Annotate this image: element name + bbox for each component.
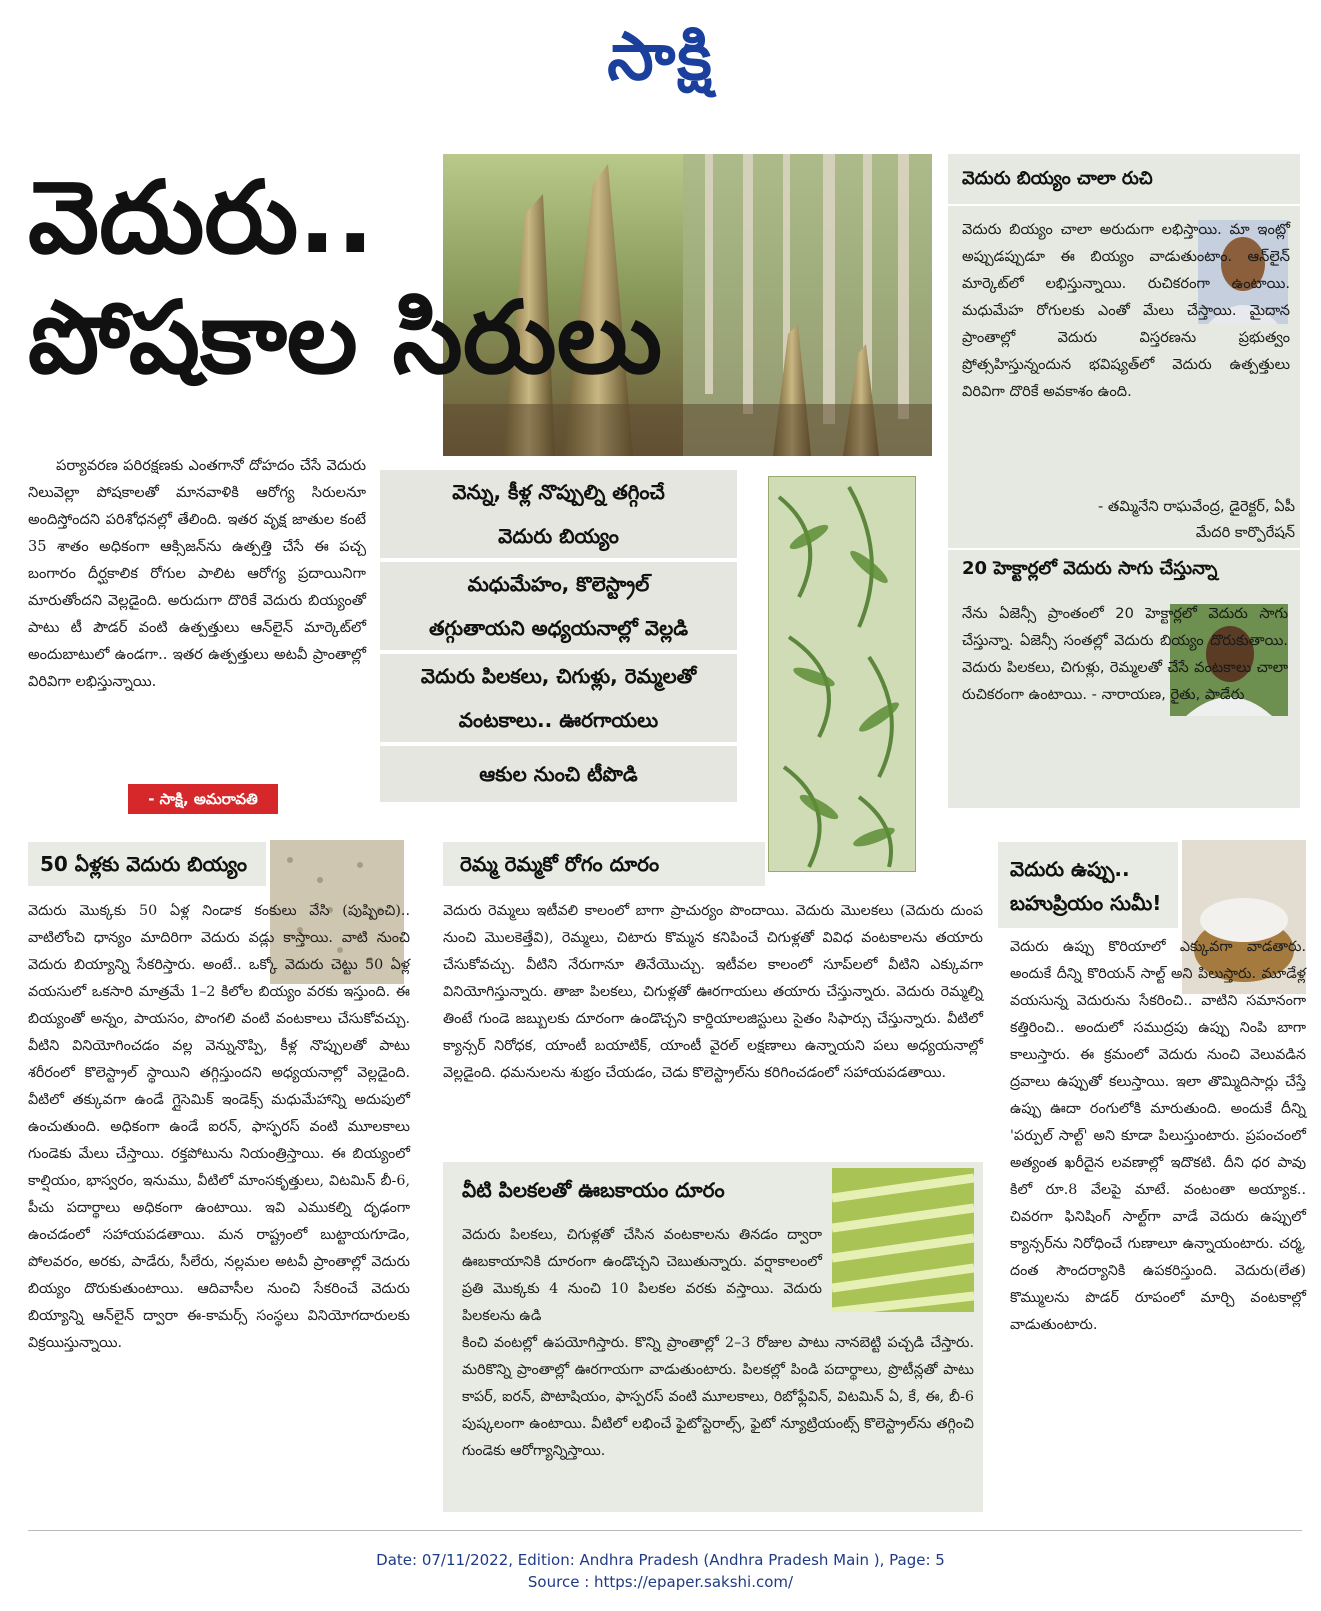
sidebar-box1-byline xyxy=(1010,494,1295,546)
highlight-4: తగ్గుతాయని అధ్యయనాల్లో వెల్లడి xyxy=(428,616,689,640)
masthead-logo xyxy=(0,18,1321,98)
byline-line-2: మేదరి కార్పొరేషన్ xyxy=(1195,524,1295,541)
obesity-section-text-1: వెదురు పిలకలు, చిగుళ్లతో చేసిన వంటకాలను తినడం ద్వారా ఊబకాయానికి దూరంగా ఉండొచ్చని చెబుతున్నారు. వర్షాకాలంలో ప్రతి మొక్కకు 4 నుంచి 10 పిలకల వరకు వస్తాయి. వెదురు పిలకలను ఉడి xyxy=(462,1227,822,1324)
salt-article xyxy=(1010,934,1306,1339)
rice-section-text: వెదురు మొక్కకు 50 ఏళ్ల నిండాక కంకులు వేసి (పుష్పించి).. వాటిలోంచి ధాన్యం మాదిరిగా వెదురు వడ్లు కాస్తాయి. వాటి నుంచి వెదురు బియ్యాన్ని సేకరిస్తారు. అంటే.. ఒక్కో వెదురు చెట్టు 50 ఏళ్ల వయసులో ఒకసారి మాత్రమే 1–2 కిలోల బియ్యం వరకు ఇస్తుంది. ఈ బియ్యంతో అన్నం, పాయసం, పొంగలి వంటి వంటకాలు చేసుకోవచ్చు. వీటిని వినియోగించడం వల్ల వెన్నునొప్పి, కీళ్ల నొప్పులతో పాటు శరీరంలో కొలెస్ట్రాల్ స్థాయిని తగ్గిస్తుందని అధ్యయనాల్లో వెల్లడైంది. వీటిలో తక్కువగా ఉండే గ్లైసెమిక్ ఇండెక్స్ మధుమేహాన్ని అదుపులో ఉంచుతుంది. అధికంగా ఉండే ఐరన్, ఫాస్ఫరస్ వంటి మూలకాలు గుండెకు మేలు చేస్తాయి. రక్తపోటును నియంత్రిస్తాయి. ఈ బియ్యంలో కాల్షియం, భాస్వరం, ఇనుము, వీటిలో మాంసకృత్తులు, విటమిన్ బీ-6, పీచు పదార్థాలు అధికంగా ఉంటాయి. ఇవి ఎముకల్ని దృఢంగా ఉంచడంలో సహాయపడతాయి. మన రాష్ట్రంలో బుట్టాయగూడెం, పోలవరం, అరకు, పాడేరు, సీలేరు, నల్లమల అటవీ ప్రాంతాల్లో వెదురు బియ్యం దొరుకుతుంటాయి. ఆదివాసీల నుంచి సేకరించే వెదురు బియ్యాన్ని ఆన్‌లైన్ ద్వారా ఈ-కామర్స్ సంస్థలు వినియోగదారులకు విక్రయిస్తున్నాయి. xyxy=(28,903,410,1351)
shoots-section-title: రెమ్మ రెమ్మకో రోగం దూరం xyxy=(460,852,660,876)
headline-line-1: వెదురు.. xyxy=(28,159,375,276)
footer xyxy=(0,1549,1321,1593)
sidebar-divider xyxy=(948,204,1300,206)
main-headline xyxy=(28,158,908,398)
highlight-1: వెన్ను, కీళ్ల నొప్పుల్ని తగ్గించే xyxy=(452,480,665,504)
obesity-article-bottom xyxy=(462,1330,974,1465)
highlight-group-1 xyxy=(380,470,737,558)
sidebar-box1-title: వెదురు బియ్యం చాలా రుచి xyxy=(962,168,1153,189)
salt-section-text: వెదురు ఉప్పు కొరియాలో ఎక్కువగా వాడతారు. అందుకే దీన్ని కొరియన్ సాల్ట్ అని పిలుస్తారు. మూడేళ్ల వయసున్న వెదురును సేకరించి.. వాటిని సమానంగా కత్తిరించి.. అందులో సముద్రపు ఉప్పు నింపి బాగా కాలుస్తారు. ఈ క్రమంలో వెదురు నుంచి వెలువడిన ద్రవాలు ఉప్పుతో కలుస్తాయి. ఇలా తొమ్మిదిసార్లు చేస్తే ఉప్పు ఊదా రంగులోకి మారుతుంది. అందుకే దీన్ని 'పర్పుల్ సాల్ట్' అని కూడా పిలుస్తుంటారు. ప్రపంచంలో అత్యంత ఖరీదైన లవణాల్లో ఇదొకటి. దీని ధర పావు కిలో రూ.8 వేలపై మాటే. వంటంతా అయ్యాక.. చివరగా ఫినిషింగ్ సాల్ట్‌గా వాడే వెదురు ఉప్పులో క్యాన్సర్‌ను నిరోధించే గుణాలూ ఉన్నాయంటారు. చర్మ, దంత సౌందర్యానికి ఉపకరిస్తుంది. వెదురు(లేత) కొమ్ములను పొడర్ రూపంలో మార్చి వంటకాల్లో వాడుతుంటారు. xyxy=(1010,939,1306,1333)
footer-rule xyxy=(28,1530,1302,1531)
footer-edition: Date: 07/11/2022, Edition: Andhra Pradesh (Andhra Pradesh Main ), Page: 5 xyxy=(376,1551,945,1569)
rice-section-title: 50 ఏళ్లకు వెదురు బియ్యం xyxy=(40,852,248,876)
sidebar-divider-2 xyxy=(948,548,1300,550)
sidebar-box2-text: నేను ఏజెన్సీ ప్రాంతంలో 20 హెక్టార్లలో వెదురు సాగు చేస్తున్నా. ఏజెన్సీ సంతల్లో వెదురు బియ్యం దొరుకుతాయి. వెదురు పిలకలు, చిగుళ్లు, రెమ్మలతో చేసే వంటకాలు చాలా రుచికరంగా ఉంటాయి. - నారాయణ, రైతు, పాడేరు xyxy=(962,605,1288,703)
highlight-group-3 xyxy=(380,654,737,742)
highlight-group-4 xyxy=(380,746,737,802)
footer-source: Source : https://epaper.sakshi.com/ xyxy=(527,1573,794,1591)
rice-article xyxy=(28,898,410,1357)
highlight-group-2 xyxy=(380,562,737,650)
shoots-article xyxy=(443,898,983,1087)
obesity-section-text-2: కించి వంటల్లో ఉపయోగిస్తారు. కొన్ని ప్రాంతాల్లో 2–3 రోజుల పాటు నానబెట్టి పచ్చడి చేస్తారు. మరికొన్ని ప్రాంతాల్లో ఊరగాయగా వాడుతుంటారు. పిలకల్లో పిండి పదార్థాలు, ప్రొటీన్లతో పాటు కాపర్, ఐరన్, పొటాషియం, ఫాస్పరస్ వంటి మూలకాలు, రిబోఫ్లేవిన్, విటమిన్ ఏ, కే, ఈ, బీ-6 పుష్కలంగా ఉంటాయి. వీటిలో లభించే ఫైటోస్టెరాల్స్, ఫైటో న్యూట్రియంట్స్ కొలెస్ట్రాల్‌ను తగ్గించి గుండెకు ఆరోగ్యాన్నిస్తాయి. xyxy=(462,1335,974,1459)
byline-line-1: - తమ్మినేని రాఘవేంద్ర, డైరెక్టర్, ఏపీ xyxy=(1097,498,1295,515)
sidebar-box2-body xyxy=(962,600,1288,708)
bamboo-shoots-photo xyxy=(832,1168,974,1312)
highlight-7: ఆకుల నుంచి టీపొడి xyxy=(479,762,638,786)
intro-text: పర్యావరణ పరిరక్షణకు ఎంతగానో దోహదం చేసే వెదురు నిలువెల్లా పోషకాలతో మానవాళికి ఆరోగ్య సిరులనూ అందిస్తోందని పరిశోధనల్లో తేలింది. ఇతర వృక్ష జాతుల కంటే 35 శాతం అధికంగా ఆక్సిజన్‌ను ఉత్పత్తి చేసే ఈ పచ్చ బంగారం దీర్ఘకాలిక రోగుల పాలిట ఆరోగ్య ప్రదాయినిగా మారుతోందని వెల్లడైంది. అరుదుగా దొరికే వెదురు బియ్యంతో పాటు టీ పౌడర్ వంటి ఉత్పత్తులు ఆన్‌లైన్ మార్కెట్‌లో అందుబాటులో ఉండగా.. ఇతర ఉత్పత్తులు అటవీ ప్రాంతాల్లో విరివిగా లభిస్తున్నాయి. xyxy=(28,457,366,690)
obesity-section-title: వీటి పిలకలతో ఊబకాయం దూరం xyxy=(462,1178,725,1202)
bamboo-leaves-photo xyxy=(768,476,916,872)
intro-article xyxy=(28,452,366,695)
headline-line-2: పోషకాల సిరులు xyxy=(28,279,663,396)
highlight-2: వెదురు బియ్యం xyxy=(498,524,619,548)
highlights-box xyxy=(380,470,737,810)
salt-section-title xyxy=(1010,852,1180,920)
highlight-3: మధుమేహం, కొలెస్ట్రాల్ xyxy=(467,572,650,596)
highlight-6: వంటకాలు.. ఊరగాయలు xyxy=(458,708,659,732)
intro-credit: - సాక్షి, అమరావతి xyxy=(128,784,278,814)
salt-title-line-1: వెదురు ఉప్పు.. xyxy=(1010,857,1130,881)
sidebar-box1-text: వెదురు బియ్యం చాలా అరుదుగా లభిస్తాయి. మా ఇంట్లో అప్పుడప్పుడూ ఈ బియ్యం వాడుతుంటాం. ఆన్‌లైన్ మార్కెట్‌లో లభిస్తున్నాయి. రుచికరంగా ఉంటాయి. మధుమేహ రోగులకు ఎంతో మేలు చేస్తాయి. మైదాన ప్రాంతాల్లో వెదురు విస్తరణను ప్రభుత్వం ప్రోత్సహిస్తున్నందున భవిష్యత్‌లో వెదురు ఉత్పత్తులు విరివిగా దొరికే అవకాశం ఉంది. xyxy=(962,221,1290,400)
salt-title-line-2: బహుప్రియం సుమీ! xyxy=(1010,891,1162,915)
logo-text: సాక్షి xyxy=(607,18,714,95)
highlight-5: వెదురు పిలకలు, చిగుళ్లు, రెమ్మలతో xyxy=(420,664,697,688)
sidebar-box1-body xyxy=(962,216,1290,405)
shoots-section-text: వెదురు రెమ్మలు ఇటీవలి కాలంలో బాగా ప్రాచుర్యం పొందాయి. వెదురు మొలకలు (వెదురు దుంప నుంచి మొలకెత్తేవి), రెమ్మలు, చిటారు కొమ్మన కనిపించే చిగుళ్లతో వివిధ వంటకాలను తయారు చేసుకోవచ్చు. వీటిని నేరుగానూ తినేయొచ్చు. ఇటీవల కాలంలో సూప్‌లలో వీటిని ఎక్కువగా వినియోగిస్తున్నారు. తాజా పిలకలు, చిగుళ్లతో ఊరగాయలు తయారు చేస్తున్నారు. వెదురు రెమ్మల్ని తింటే గుండె జబ్బులకు దూరంగా ఉండొచ్చని కార్డియాలజిస్టులు సైతం సిఫార్సు చేస్తున్నారు. వీటిలో క్యాన్సర్ నిరోధక, యాంటీ బయాటిక్, యాంటీ వైరల్ లక్షణాలు ఉన్నాయని పలు అధ్యయనాల్లో వెల్లడైంది. ధమనులను శుభ్రం చేయడం, చెడు కొలెస్ట్రాల్‌ను కరిగించడంలో సహాయపడతాయి. xyxy=(443,903,983,1081)
sidebar-box2-title: 20 హెక్టార్లలో వెదురు సాగు చేస్తున్నా xyxy=(962,558,1218,579)
obesity-article-top xyxy=(462,1222,822,1330)
